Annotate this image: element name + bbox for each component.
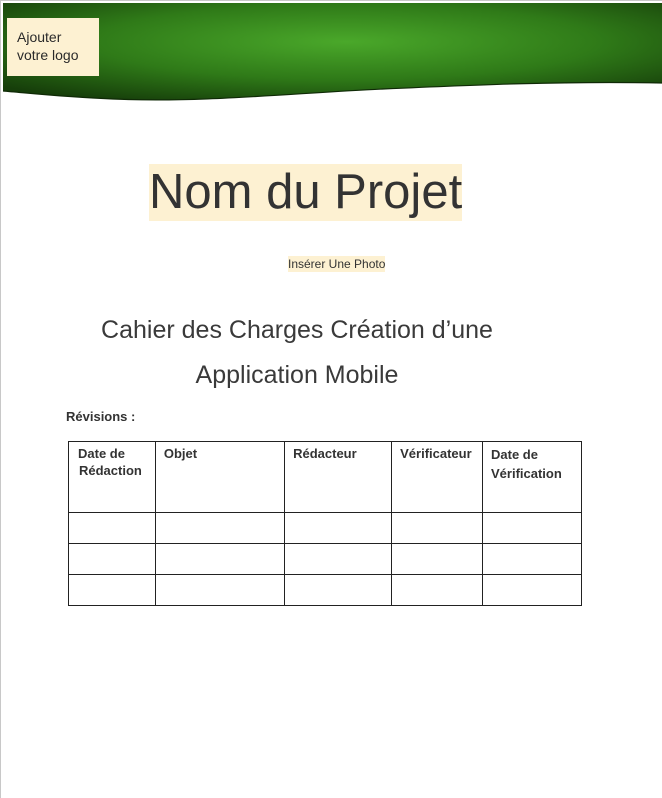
table-cell[interactable]	[483, 544, 582, 575]
table-cell[interactable]	[483, 513, 582, 544]
insert-photo-placeholder[interactable]: Insérer Une Photo	[288, 257, 386, 271]
table-cell[interactable]	[392, 544, 483, 575]
column-header-date-verification	[483, 442, 582, 513]
table-cell[interactable]	[285, 513, 392, 544]
header-banner	[3, 3, 662, 103]
column-header-text: Rédaction	[79, 463, 142, 478]
column-header-verificateur	[392, 442, 483, 513]
revisions-label: Révisions :	[66, 409, 136, 424]
table-row	[69, 544, 582, 575]
table-cell[interactable]	[285, 575, 392, 606]
column-header-objet	[155, 442, 284, 513]
column-header-redacteur	[285, 442, 392, 513]
table-cell[interactable]	[392, 575, 483, 606]
document-title-line2: Application Mobile	[195, 361, 399, 389]
table-cell[interactable]	[69, 575, 156, 606]
green-wave-banner	[3, 3, 662, 103]
project-name-title[interactable]: Nom du Projet	[149, 165, 463, 219]
table-cell[interactable]	[392, 513, 483, 544]
revisions-table	[68, 441, 582, 606]
column-header-text: Date de	[491, 447, 538, 462]
logo-placeholder-line2: votre logo	[17, 47, 79, 63]
table-cell[interactable]	[69, 513, 156, 544]
logo-placeholder-line1: Ajouter	[17, 29, 62, 45]
column-header-text: Rédacteur	[293, 446, 357, 461]
logo-placeholder[interactable]	[7, 18, 99, 76]
table-row	[69, 575, 582, 606]
column-header-text: Date de	[78, 446, 125, 461]
table-cell[interactable]	[155, 513, 284, 544]
revisions-header-row	[69, 442, 582, 513]
column-header-text: Vérification	[491, 466, 562, 481]
table-row	[69, 513, 582, 544]
table-cell[interactable]	[69, 544, 156, 575]
table-cell[interactable]	[285, 544, 392, 575]
table-cell[interactable]	[483, 575, 582, 606]
column-header-text: Objet	[163, 446, 198, 461]
column-header-text: Vérificateur	[400, 446, 472, 461]
document-title-line1: Cahier des Charges Création d’une	[101, 316, 493, 344]
column-header-date-redaction	[69, 442, 156, 513]
table-cell[interactable]	[155, 544, 284, 575]
table-cell[interactable]	[155, 575, 284, 606]
